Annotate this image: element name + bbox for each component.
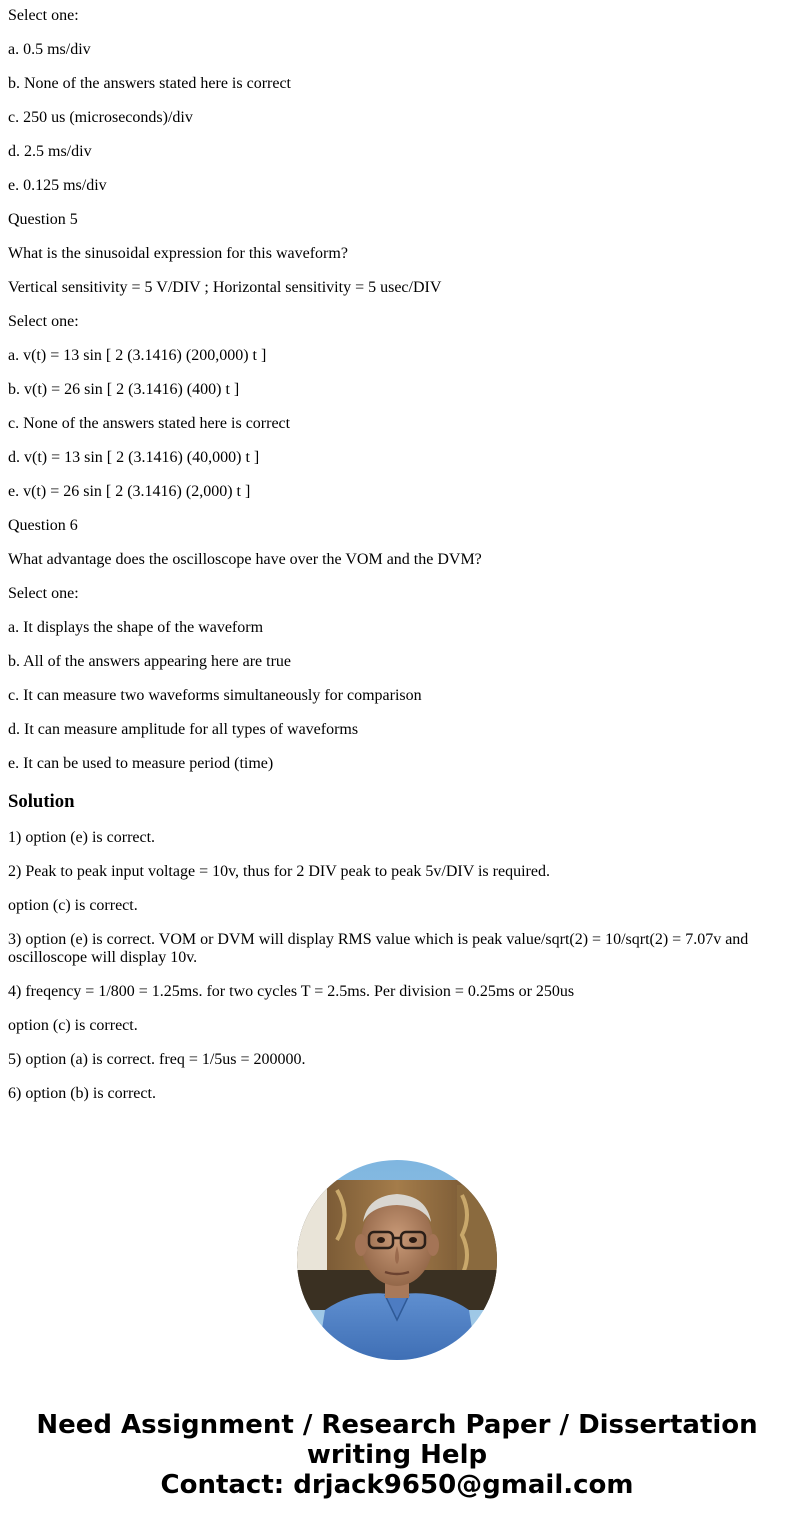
q6-option-d: d. It can measure amplitude for all types of waveforms bbox=[8, 721, 359, 738]
q5-select-one: Select one: bbox=[8, 313, 79, 330]
solution-line: option (c) is correct. bbox=[8, 897, 138, 914]
author-avatar bbox=[297, 1160, 497, 1360]
q5-prompt: What is the sinusoidal expression for this waveform? bbox=[8, 245, 348, 262]
q6-option-e: e. It can be used to measure period (time) bbox=[8, 755, 274, 772]
q6-select-one: Select one: bbox=[8, 585, 79, 602]
solution-line: 6) option (b) is correct. bbox=[8, 1085, 156, 1102]
q4-option-b: b. None of the answers stated here is correct bbox=[8, 75, 291, 92]
solution-line: 3) option (e) is correct. VOM or DVM will display RMS value which is peak value/sqrt(2) = 10/sqrt(2) = 7.07v and oscilloscope will display 10v. bbox=[8, 931, 749, 966]
banner-line-2: writing Help bbox=[306, 1440, 488, 1470]
banner-line-1: Need Assignment / Research Paper / Dissertation bbox=[36, 1410, 758, 1440]
document-body bbox=[0, 7, 794, 1103]
q5-option-c: c. None of the answers stated here is correct bbox=[8, 415, 291, 432]
q5-sensitivity: Vertical sensitivity = 5 V/DIV ; Horizontal sensitivity = 5 usec/DIV bbox=[8, 279, 442, 296]
q6-option-c: c. It can measure two waveforms simultaneously for comparison bbox=[8, 687, 422, 704]
q6-title: Question 6 bbox=[8, 517, 78, 534]
q4-option-d: d. 2.5 ms/div bbox=[8, 143, 92, 160]
q4-option-c: c. 250 us (microseconds)/div bbox=[8, 109, 193, 126]
solution-line: option (c) is correct. bbox=[8, 1017, 138, 1034]
author-portrait-icon bbox=[297, 1160, 497, 1360]
q4-option-e: e. 0.125 ms/div bbox=[8, 177, 107, 194]
q6-option-a: a. It displays the shape of the waveform bbox=[8, 619, 264, 636]
q6-option-b: b. All of the answers appearing here are true bbox=[8, 653, 291, 670]
q5-option-a: a. v(t) = 13 sin [ 2 (3.1416) (200,000) t ] bbox=[8, 347, 267, 364]
solution-line: 2) Peak to peak input voltage = 10v, thus for 2 DIV peak to peak 5v/DIV is required. bbox=[8, 863, 550, 880]
q4-select-one: Select one: bbox=[8, 7, 79, 24]
q5-option-b: b. v(t) = 26 sin [ 2 (3.1416) (400) t ] bbox=[8, 381, 240, 398]
banner-contact-line: Contact: drjack9650@gmail.com bbox=[160, 1470, 634, 1500]
solution-heading: Solution bbox=[8, 791, 75, 812]
q5-title: Question 5 bbox=[8, 211, 78, 228]
solution-line: 5) option (a) is correct. freq = 1/5us = 200000. bbox=[8, 1051, 306, 1068]
solution-line: 1) option (e) is correct. bbox=[8, 829, 156, 846]
q5-option-d: d. v(t) = 13 sin [ 2 (3.1416) (40,000) t ] bbox=[8, 449, 260, 466]
contact-banner bbox=[0, 1410, 794, 1500]
q5-option-e: e. v(t) = 26 sin [ 2 (3.1416) (2,000) t ] bbox=[8, 483, 251, 500]
solution-line: 4) freqency = 1/800 = 1.25ms. for two cycles T = 2.5ms. Per division = 0.25ms or 250us bbox=[8, 983, 575, 1000]
q6-prompt: What advantage does the oscilloscope have over the VOM and the DVM? bbox=[8, 551, 482, 568]
q4-option-a: a. 0.5 ms/div bbox=[8, 41, 91, 58]
